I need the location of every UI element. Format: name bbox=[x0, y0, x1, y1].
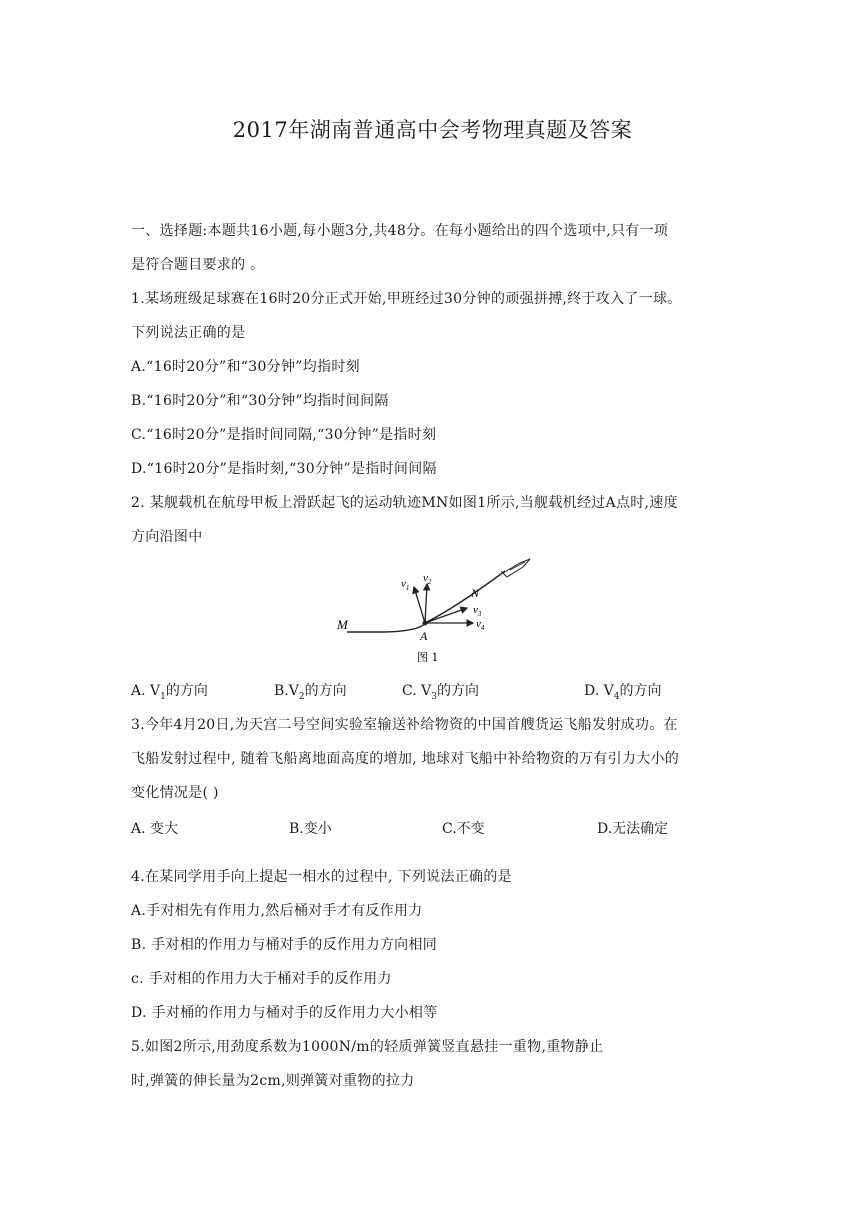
jet-aircraft-icon bbox=[501, 559, 530, 577]
q2-option-a: A. $V_1$的方向 bbox=[131, 683, 208, 702]
q1-option-d: D.“16时20分”是指时刻,“30分钟”是指时间间隔 bbox=[131, 461, 437, 477]
figure-caption: 图 1 bbox=[417, 651, 439, 664]
svg-text:v3 bbox=[473, 604, 482, 618]
label-a: A bbox=[420, 629, 428, 643]
vector-v3 bbox=[425, 608, 467, 623]
q2-stem-line-2: 方向沿图中 bbox=[131, 529, 203, 545]
q2-option-d: D. $V_4$的方向 bbox=[584, 683, 662, 702]
section-instructions-line-2: 是符合题目要求的 。 bbox=[131, 257, 265, 273]
vector-v2 bbox=[425, 584, 427, 623]
q4-option-d: D. 手对桶的作用力与桶对手的反作用力大小相等 bbox=[131, 1005, 438, 1021]
q1-option-b: B.“16时20分”和“30分钟”均指时间间隔 bbox=[131, 393, 389, 409]
q3-stem-line-3: 变化情况是( ) bbox=[131, 785, 219, 801]
label-m: M bbox=[337, 617, 348, 632]
q4-stem: 4.在某同学用手向上提起一相水的过程中, 下列说法正确的是 bbox=[131, 869, 512, 885]
q5-stem-line-2: 时,弹簧的伸长量为2cm,则弹簧对重物的拉力 bbox=[131, 1073, 415, 1089]
svg-text:v2 bbox=[423, 572, 432, 586]
label-n: N bbox=[471, 586, 480, 600]
label-v3-sub: 3 bbox=[477, 610, 482, 618]
q1-stem-line-1: 1.某场班级足球赛在16时20分正式开始,甲班经过30分钟的顽强拼搏,终于攻入了一球。 bbox=[131, 291, 682, 307]
q3-option-d: D.无法确定 bbox=[597, 821, 669, 837]
svg-text:v1 bbox=[401, 578, 409, 592]
page-title: 2017年湖南普通高中会考物理真题及答案 bbox=[232, 118, 633, 142]
q4-option-a: A.手对相先有作用力,然后桶对手才有反作用力 bbox=[131, 903, 423, 919]
q3-stem-line-2: 飞船发射过程中, 随着飞船离地面高度的增加, 地球对飞船中补给物资的万有引力大小的 bbox=[131, 751, 680, 767]
q1-option-c: C.“16时20分”是指时间同隔,“30分钟”是指时刻 bbox=[131, 427, 437, 443]
section-instructions-line-1: 一、选择题:本题共16小题,每小题3分,共48分。在每小题给出的四个选项中,只有一项 bbox=[131, 223, 669, 239]
q2-option-c: C. $V_3$的方向 bbox=[402, 683, 479, 702]
vector-v1 bbox=[414, 587, 425, 623]
label-v3: v bbox=[473, 604, 478, 616]
label-v1-sub: 1 bbox=[405, 584, 410, 592]
q2-option-b: $B.V_2$的方向 bbox=[274, 683, 347, 702]
figure-1-trajectory-diagram bbox=[325, 553, 540, 671]
q1-stem-line-2: 下列说法正确的是 bbox=[131, 325, 246, 341]
q4-option-c: c. 手对相的作用力大于桶对手的反作用力 bbox=[131, 971, 392, 987]
q4-option-b: B. 手对相的作用力与桶对手的反作用力方向相同 bbox=[131, 937, 438, 953]
q3-stem-line-1: 3.今年4月20日,为天宫二号空间实验室输送补给物资的中国首艘货运飞船发射成功。在 bbox=[131, 717, 678, 733]
q3-option-a: A. 变大 bbox=[131, 821, 179, 837]
q5-stem-line-1: 5.如图2所示,用劲度系数为1000N/m的轻质弹簧竖直悬挂一重物,重物静止 bbox=[131, 1039, 604, 1055]
label-v1: v bbox=[401, 578, 406, 590]
q2-stem-line-1: 2. 某舰载机在航母甲板上滑跃起飞的运动轨迹MN如图1所示,当舰载机经过A点时,速度 bbox=[131, 495, 678, 511]
q1-option-a: A.“16时20分”和“30分钟”均指时刻 bbox=[131, 359, 360, 375]
label-v4: v bbox=[476, 618, 481, 630]
q3-option-c: C.不变 bbox=[442, 821, 485, 837]
label-v4-sub: 4 bbox=[480, 624, 485, 632]
q3-option-b: B.变小 bbox=[289, 821, 332, 837]
label-v2: v bbox=[423, 572, 428, 584]
svg-text:v4 bbox=[476, 618, 485, 632]
label-v2-sub: 2 bbox=[427, 578, 432, 586]
